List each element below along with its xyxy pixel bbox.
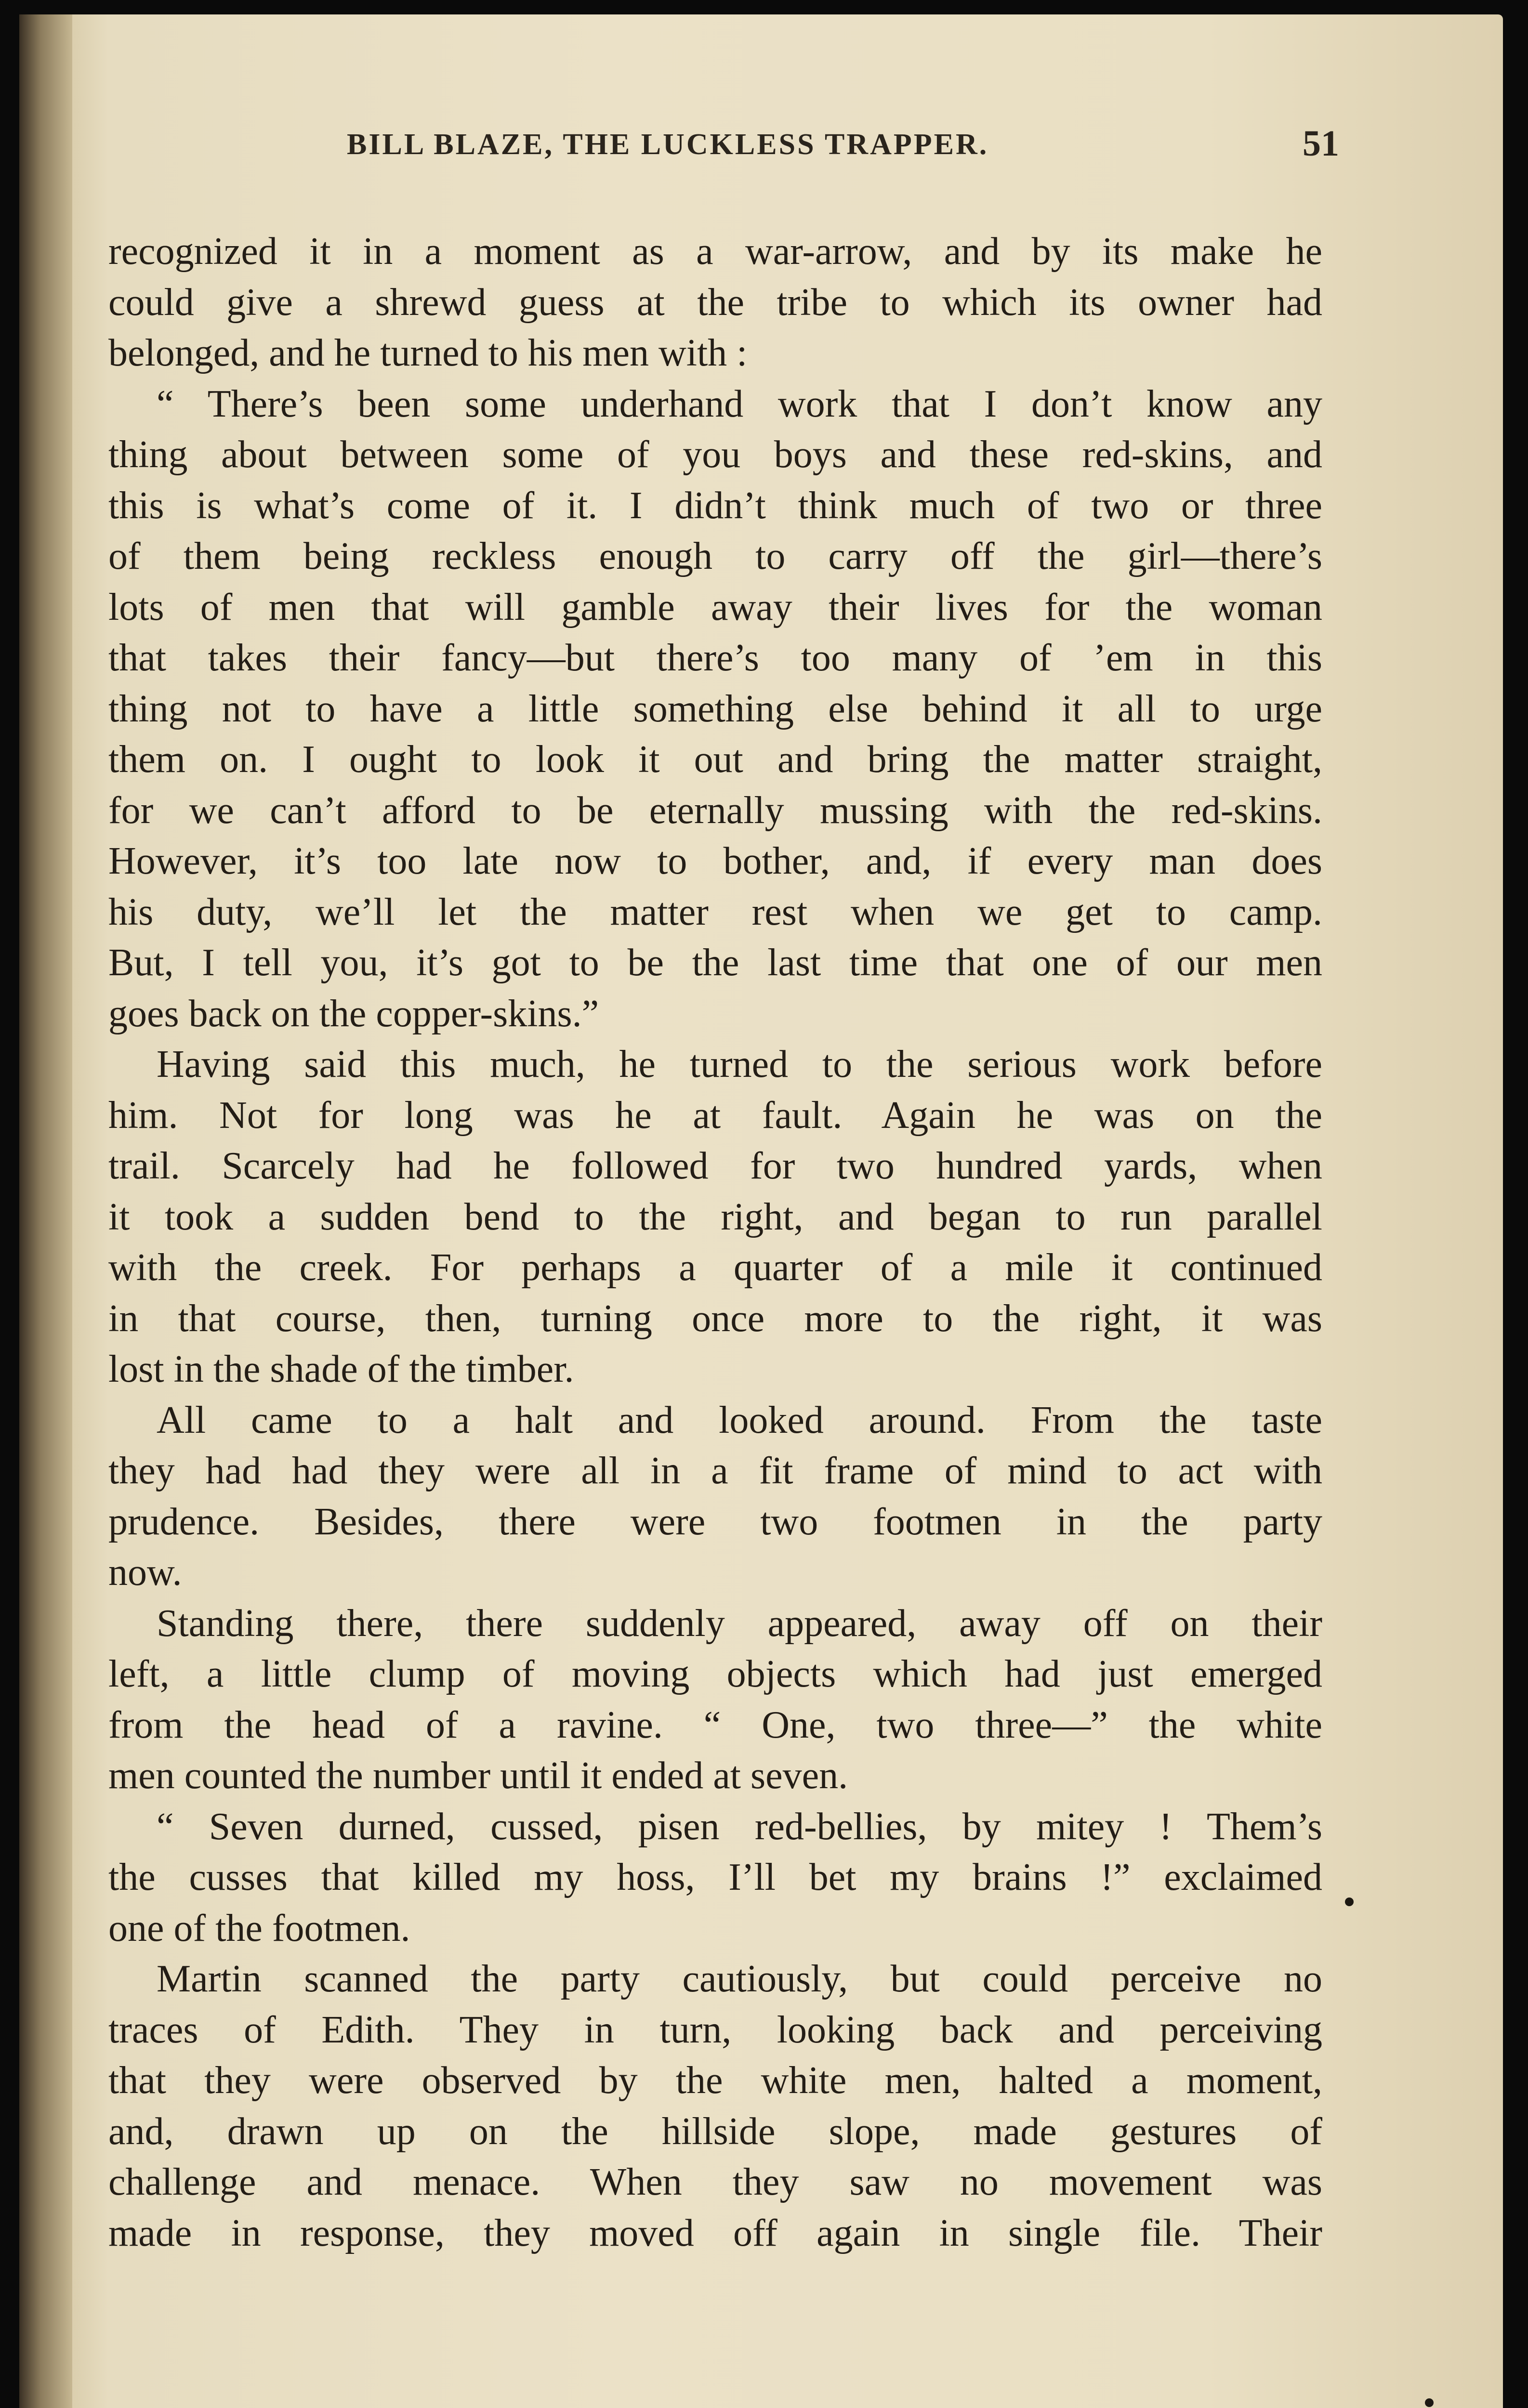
text-line: All came to a halt and looked around. From the taste	[157, 1399, 1322, 1441]
text-line: with the creek. For perhaps a quarter of a mile it continued	[108, 1246, 1322, 1289]
text-line: lots of men that will gamble away their lives for the woman	[108, 586, 1322, 628]
text-line: and, drawn up on the hillside slope, made gestures of	[108, 2110, 1322, 2153]
text-line: Having said this much, he turned to the serious work before	[157, 1043, 1322, 1086]
text-line: thing about between some of you boys and these red-skins, and	[108, 433, 1322, 476]
text-line: “ There’s been some underhand work that I don’t know any	[157, 382, 1322, 425]
ink-speck	[1425, 2398, 1434, 2407]
text-line: the cusses that killed my hoss, I’ll bet my brains !” exclaimed	[108, 1856, 1322, 1898]
text-line: recognized it in a moment as a war-arrow, and by its make he	[108, 230, 1322, 273]
text-line: However, it’s too late now to bother, and, if every man does	[108, 840, 1322, 882]
text-line: belonged, and he turned to his men with :	[108, 332, 748, 374]
text-line: trail. Scarcely had he followed for two hundred yards, when	[108, 1145, 1322, 1187]
text-line: now.	[108, 1551, 182, 1594]
text-line: in that course, then, turning once more to the right, it was	[108, 1297, 1322, 1340]
page-number: 51	[1303, 123, 1339, 164]
text-line: them on. I ought to look it out and bring the matter straight,	[108, 738, 1322, 781]
text-line: it took a sudden bend to the right, and began to run parallel	[108, 1195, 1322, 1238]
running-head: BILL BLAZE, THE LUCKLESS TRAPPER.	[347, 128, 989, 161]
text-line: that they were observed by the white men, halted a moment,	[108, 2059, 1322, 2102]
text-line: thing not to have a little something else behind it all to urge	[108, 687, 1322, 730]
text-line: Standing there, there suddenly appeared, away off on their	[157, 1602, 1322, 1645]
text-line: him. Not for long was he at fault. Again he was on the	[108, 1094, 1322, 1137]
text-line: left, a little clump of moving objects which had just emerged	[108, 1653, 1322, 1695]
text-line: they had had they were all in a fit frame of mind to act with	[108, 1450, 1322, 1492]
text-line: traces of Edith. They in turn, looking back and perceiving	[108, 2008, 1322, 2051]
text-line: this is what’s come of it. I didn’t think much of two or three	[108, 484, 1322, 527]
text-line: “ Seven durned, cussed, pisen red-bellies, by mitey ! Them’s	[157, 1805, 1322, 1848]
text-line: lost in the shade of the timber.	[108, 1348, 574, 1390]
book-spine	[19, 14, 72, 2408]
text-line: made in response, they moved off again in single file. Their	[108, 2212, 1322, 2254]
text-line: men counted the number until it ended at seven.	[108, 1754, 848, 1797]
text-line: goes back on the copper-skins.”	[108, 992, 599, 1035]
text-line: of them being reckless enough to carry off the girl—there’s	[108, 535, 1322, 577]
text-line: for we can’t afford to be eternally mussing with the red-skins.	[108, 789, 1322, 832]
text-line: could give a shrewd guess at the tribe to which its owner had	[108, 281, 1322, 324]
text-line: prudence. Besides, there were two footmen in the party	[108, 1500, 1322, 1543]
ink-speck	[1345, 1898, 1354, 1906]
text-line: from the head of a ravine. “ One, two three—” the white	[108, 1703, 1322, 1746]
text-line: Martin scanned the party cautiously, but could perceive no	[157, 1958, 1322, 2000]
text-line: challenge and menace. When they saw no movement was	[108, 2161, 1322, 2203]
text-line: But, I tell you, it’s got to be the last time that one of our men	[108, 942, 1322, 984]
body-text	[108, 226, 1322, 2259]
text-line: that takes their fancy—but there’s too many of ’em in this	[108, 637, 1322, 679]
text-line: one of the footmen.	[108, 1907, 410, 1950]
text-line: his duty, we’ll let the matter rest when we get to camp.	[108, 890, 1322, 933]
